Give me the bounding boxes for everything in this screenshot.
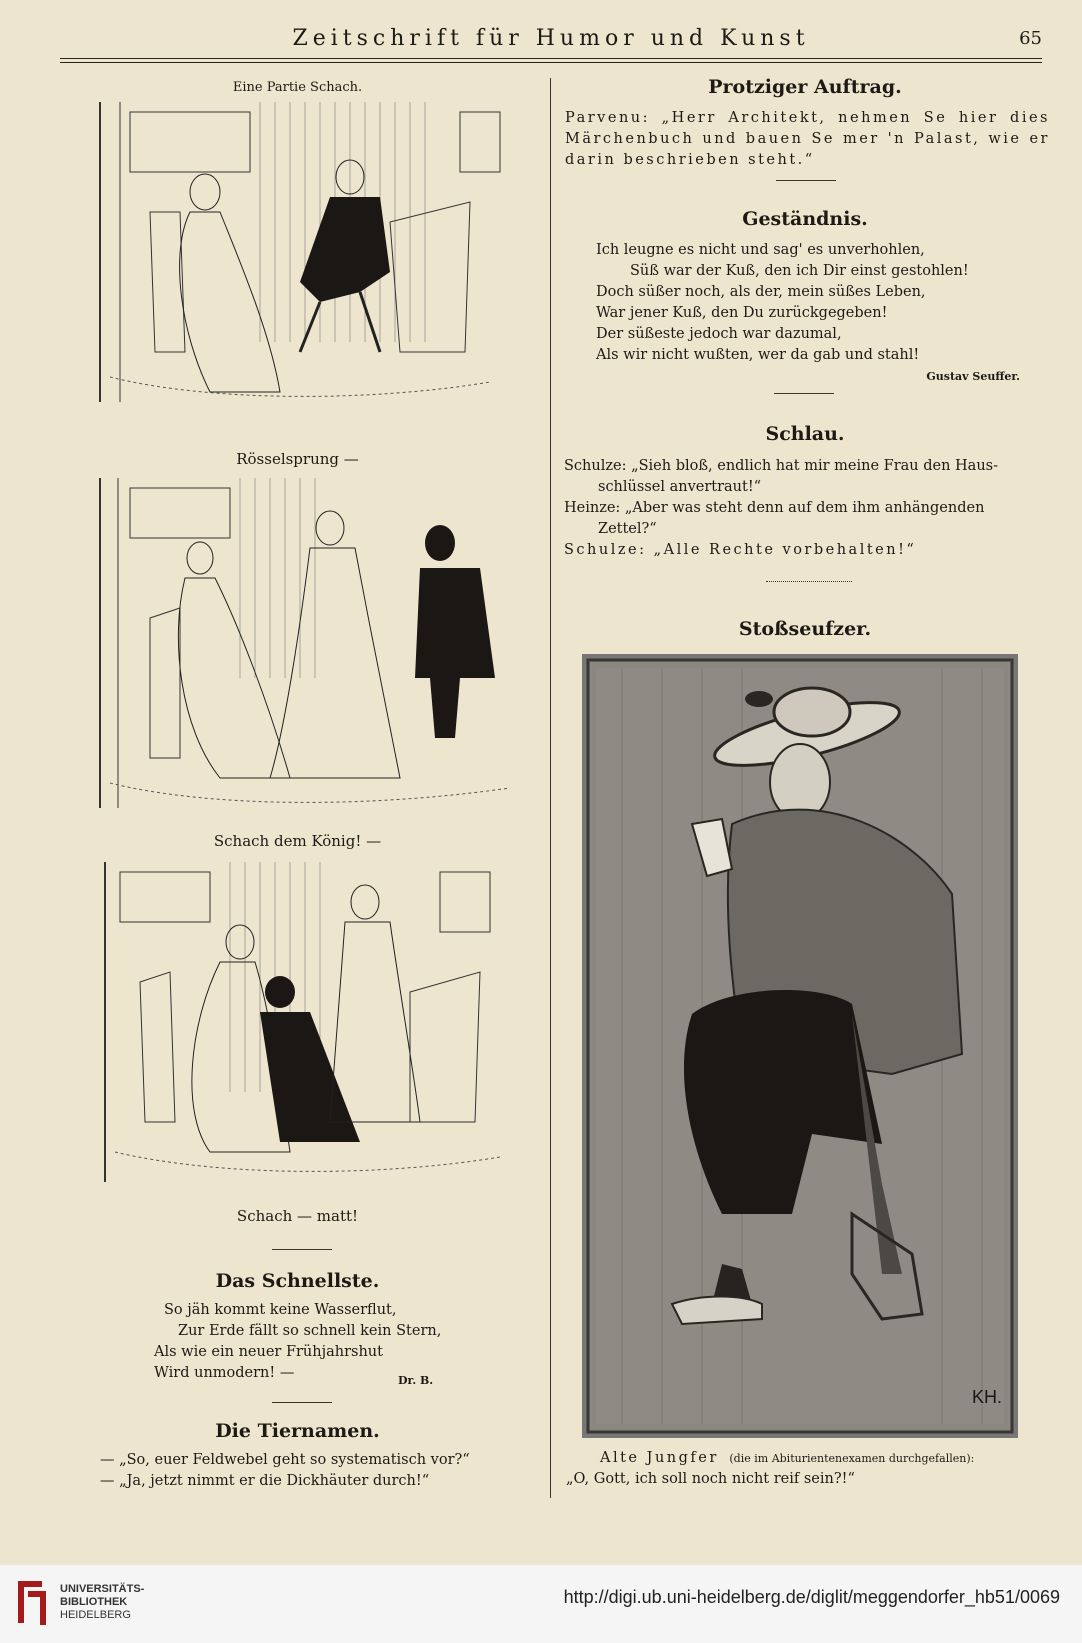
footer-bar xyxy=(0,1565,1082,1643)
section-rule xyxy=(776,180,836,181)
dialogue-tiernamen xyxy=(100,1450,520,1492)
poem-line: Ich leugne es nicht und sag' es unverhohlen, xyxy=(596,242,925,258)
dialogue-line: Heinze: „Aber was steht denn auf dem ihm anhängenden xyxy=(564,500,985,516)
title-schlau: Schlau. xyxy=(765,423,845,445)
poem-line: So jäh kommt keine Wasserflut, xyxy=(164,1302,397,1318)
poem-title-tiernamen: Die Tiernamen. xyxy=(215,1420,380,1442)
chess-illustration-1 xyxy=(70,102,510,432)
section-rule xyxy=(272,1249,332,1250)
page-header xyxy=(60,26,1042,56)
caption-schach-dem-koenig: Schach dem König! — xyxy=(213,832,382,850)
chess-illustration-3 xyxy=(80,862,510,1192)
journal-title: Zeitschrift für Humor und Kunst xyxy=(292,26,810,51)
dialogue-schlau xyxy=(564,456,1054,561)
caption-speaker: Alte Jungfer xyxy=(600,1450,719,1466)
title-stossseufzer: Stoßseufzer. xyxy=(738,618,872,640)
caption-schach-matt: Schach — matt! xyxy=(236,1207,359,1225)
title-protziger-auftrag: Protziger Auftrag. xyxy=(708,76,902,98)
poem-line: Der süßeste jedoch war dazumal, xyxy=(596,326,842,342)
column-divider xyxy=(550,78,551,1498)
caption-roesselsprung: Rösselsprung — xyxy=(236,450,359,468)
artist-signature: KH. xyxy=(971,1387,1002,1407)
dialogue-line: schlüssel anvertraut!“ xyxy=(598,479,762,495)
caption-quote: „O, Gott, ich soll noch nicht reif sein?!“ xyxy=(566,1471,855,1487)
header-rule-thin xyxy=(60,62,1042,63)
dialogue-line: Schulze: „Sieh bloß, endlich hat mir meine Frau den Haus- xyxy=(564,458,999,474)
logo-line: BIBLIOTHEK xyxy=(60,1596,128,1608)
poem-line: Als wir nicht wußten, wer da gab und stahl! xyxy=(596,347,920,363)
poem-gestaendnis xyxy=(596,240,1036,366)
dialogue-line: Zettel?“ xyxy=(598,521,657,537)
source-url-link[interactable]: http://digi.ub.uni-heidelberg.de/diglit/meggendorfer_hb51/0069 xyxy=(563,1587,1060,1607)
title-gestaendnis: Geständnis. xyxy=(742,208,868,230)
dialogue-line: Schulze: „Alle Rechte vorbehalten!“ xyxy=(564,542,917,558)
poem-title-schnellste: Das Schnellste. xyxy=(215,1270,380,1292)
text-protziger-auftrag: Parvenu: „Herr Architekt, nehmen Se hier dies Märchenbuch und bauen Se mer 'n Palast, wie er darin beschrieben steht.“ xyxy=(565,110,1050,168)
logo-line: UNIVERSITÄTS- xyxy=(60,1583,145,1595)
library-logo-text xyxy=(60,1583,144,1622)
poem-line: Zur Erde fällt so schnell kein Stern, xyxy=(178,1323,442,1339)
caption-speaker-line xyxy=(600,1448,1060,1469)
caption-stossseufzer xyxy=(566,1448,1060,1490)
poem-author-gestaendnis: Gustav Seuffer. xyxy=(926,370,1020,383)
poem-line: War jener Kuß, den Du zurückgegeben! xyxy=(596,305,888,321)
caption-note: (die im Abiturientenexamen durchgefallen): xyxy=(729,1452,975,1465)
section-rule xyxy=(774,393,834,394)
dialogue-line: — „So, euer Feldwebel geht so systematisch vor?“ xyxy=(100,1452,470,1468)
chess-illustration-2 xyxy=(70,478,520,818)
section-rule xyxy=(766,581,852,582)
section-rule xyxy=(272,1402,332,1403)
old-maid-illustration xyxy=(582,654,1018,1438)
comic-title: Eine Partie Schach. xyxy=(232,80,363,95)
library-logo-icon xyxy=(12,1577,52,1629)
poem-line: Wird unmodern! — xyxy=(154,1365,295,1381)
poem-line: Süß war der Kuß, den ich Dir einst gestohlen! xyxy=(630,263,969,279)
logo-line: HEIDELBERG xyxy=(60,1609,131,1621)
header-rule xyxy=(60,58,1042,59)
poem-author-schnellste: Dr. B. xyxy=(398,1374,434,1387)
page-number: 65 xyxy=(1019,28,1042,49)
dialogue-line: — „Ja, jetzt nimmt er die Dickhäuter durch!“ xyxy=(100,1473,430,1489)
poem-line: Doch süßer noch, als der, mein süßes Leben, xyxy=(596,284,926,300)
poem-line: Als wie ein neuer Frühjahrshut xyxy=(154,1344,383,1360)
